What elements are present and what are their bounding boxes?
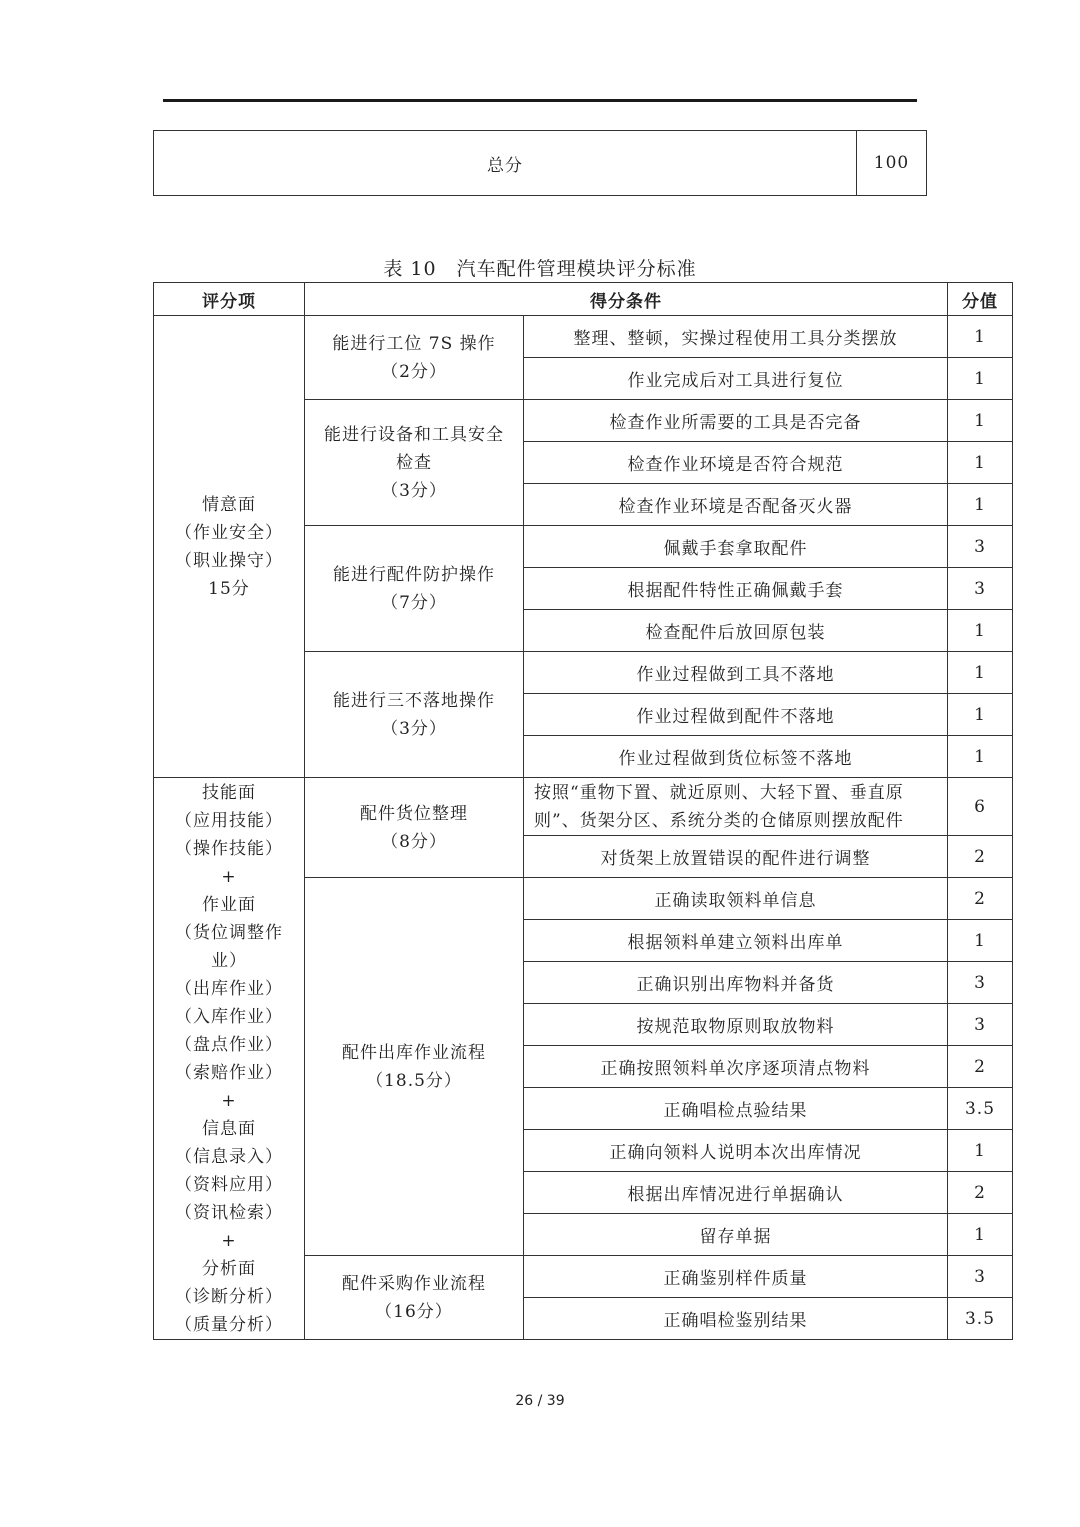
condition-cell: 检查配件后放回原包装	[524, 610, 948, 652]
category-cell-line: （资讯检索）	[175, 1202, 283, 1223]
subitem-cell-line: 配件货位整理	[360, 803, 468, 824]
score-cell: 3	[948, 526, 1013, 568]
header-condition: 得分条件	[305, 283, 948, 316]
category-cell-line: （职业操守）	[175, 550, 283, 571]
condition-cell: 正确识别出库物料并备货	[524, 962, 948, 1004]
total-label: 总分	[154, 131, 857, 196]
score-cell: 2	[948, 1172, 1013, 1214]
score-cell: 3	[948, 1004, 1013, 1046]
condition-cell: 根据出库情况进行单据确认	[524, 1172, 948, 1214]
subitem-cell	[305, 778, 524, 878]
condition-cell: 作业过程做到货位标签不落地	[524, 736, 948, 778]
header-score: 分值	[948, 283, 1013, 316]
category-cell-line: （索赔作业）	[175, 1062, 283, 1083]
condition-cell: 检查作业所需要的工具是否完备	[524, 400, 948, 442]
condition-cell: 正确向领料人说明本次出库情况	[524, 1130, 948, 1172]
condition-cell: 检查作业环境是否符合规范	[524, 442, 948, 484]
subitem-cell-line: 能进行配件防护操作	[333, 564, 495, 585]
condition-cell: 检查作业环境是否配备灭火器	[524, 484, 948, 526]
page-number: 26 / 39	[515, 1393, 565, 1409]
subitem-cell	[305, 1256, 524, 1340]
total-row	[154, 131, 927, 196]
score-cell: 1	[948, 316, 1013, 358]
score-cell: 1	[948, 736, 1013, 778]
subitem-cell-line: （3分）	[381, 480, 447, 501]
table-caption: 表 10 汽车配件管理模块评分标准	[383, 258, 697, 280]
condition-cell: 按规范取物原则取放物料	[524, 1004, 948, 1046]
score-cell: 3	[948, 1256, 1013, 1298]
category-cell-line: 15分	[208, 578, 250, 599]
category-cell-line: 信息面	[202, 1118, 256, 1139]
score-cell: 3.5	[948, 1088, 1013, 1130]
subitem-cell-line: 配件出库作业流程	[342, 1042, 486, 1063]
score-cell: 1	[948, 610, 1013, 652]
subitem-cell-line: （3分）	[381, 718, 447, 739]
table-row	[154, 316, 1013, 358]
condition-cell: 根据领料单建立领料出库单	[524, 920, 948, 962]
subitem-cell-line: 检查	[396, 452, 432, 473]
subitem-cell	[305, 400, 524, 526]
header-item: 评分项	[154, 283, 305, 316]
table-row	[154, 778, 1013, 836]
subitem-cell	[305, 526, 524, 652]
condition-cell: 正确唱检点验结果	[524, 1088, 948, 1130]
score-cell: 3	[948, 568, 1013, 610]
category-cell-line: 技能面	[202, 782, 256, 803]
subitem-cell-line: （8分）	[381, 831, 447, 852]
total-table	[153, 130, 927, 196]
header-rule	[163, 99, 917, 102]
score-cell: 2	[948, 878, 1013, 920]
category-cell-line: +	[221, 1230, 237, 1251]
category-cell-line: （质量分析）	[175, 1314, 283, 1335]
score-cell: 3	[948, 962, 1013, 1004]
category-cell-line: （盘点作业）	[175, 1034, 283, 1055]
score-table	[153, 282, 1013, 1340]
score-cell: 1	[948, 1214, 1013, 1256]
condition-cell: 正确读取领料单信息	[524, 878, 948, 920]
subitem-cell-line: （18.5分）	[366, 1070, 462, 1091]
category-cell-line: （作业安全）	[175, 522, 283, 543]
score-cell: 1	[948, 1130, 1013, 1172]
category-cell-line: +	[221, 866, 237, 887]
score-body	[154, 316, 1013, 1340]
category-cell	[154, 778, 305, 1340]
condition-cell: 留存单据	[524, 1214, 948, 1256]
header-row	[154, 283, 1013, 316]
subitem-cell-line: （2分）	[381, 361, 447, 382]
subitem-cell-line: 能进行三不落地操作	[333, 690, 495, 711]
score-cell: 1	[948, 400, 1013, 442]
condition-cell: 对货架上放置错误的配件进行调整	[524, 836, 948, 878]
condition-cell: 根据配件特性正确佩戴手套	[524, 568, 948, 610]
score-cell: 2	[948, 836, 1013, 878]
category-cell-line: （应用技能）	[175, 810, 283, 831]
score-cell: 2	[948, 1046, 1013, 1088]
subitem-cell-line: 配件采购作业流程	[342, 1273, 486, 1294]
category-cell-line: 分析面	[202, 1258, 256, 1279]
condition-cell: 正确按照领料单次序逐项清点物料	[524, 1046, 948, 1088]
condition-cell: 佩戴手套拿取配件	[524, 526, 948, 568]
condition-cell: 作业过程做到配件不落地	[524, 694, 948, 736]
subitem-cell	[305, 878, 524, 1256]
category-cell-line: （操作技能）	[175, 838, 283, 859]
condition-cell: 作业过程做到工具不落地	[524, 652, 948, 694]
category-cell-line: 作业面	[202, 894, 256, 915]
category-cell-line: （货位调整作	[175, 922, 283, 943]
score-cell: 1	[948, 358, 1013, 400]
condition-line: 按照“重物下置、就近原则、大轻下置、垂直原	[534, 782, 904, 803]
score-cell: 1	[948, 442, 1013, 484]
category-cell-line: （资料应用）	[175, 1174, 283, 1195]
category-cell-line: 情意面	[202, 494, 256, 515]
total-value: 100	[857, 131, 927, 196]
condition-cell	[524, 778, 948, 836]
subitem-cell-line: 能进行工位 7S 操作	[332, 333, 496, 354]
score-cell: 3.5	[948, 1298, 1013, 1340]
condition-cell: 作业完成后对工具进行复位	[524, 358, 948, 400]
subitem-cell	[305, 316, 524, 400]
condition-cell: 正确鉴别样件质量	[524, 1256, 948, 1298]
subitem-cell	[305, 652, 524, 778]
category-cell-line: （诊断分析）	[175, 1286, 283, 1307]
score-cell: 6	[948, 778, 1013, 836]
category-cell-line: +	[221, 1090, 237, 1111]
condition-cell: 整理、整顿，实操过程使用工具分类摆放	[524, 316, 948, 358]
category-cell-line: （出库作业）	[175, 978, 283, 999]
subitem-cell-line: 能进行设备和工具安全	[324, 424, 504, 445]
category-cell-line: （入库作业）	[175, 1006, 283, 1027]
category-cell-line: 业）	[211, 950, 247, 971]
condition-line: 则”、货架分区、系统分类的仓储原则摆放配件	[534, 810, 904, 831]
category-cell	[154, 316, 305, 778]
category-cell-line: （信息录入）	[175, 1146, 283, 1167]
subitem-cell-line: （16分）	[375, 1301, 453, 1322]
score-cell: 1	[948, 694, 1013, 736]
score-cell: 1	[948, 484, 1013, 526]
subitem-cell-line: （7分）	[381, 592, 447, 613]
score-cell: 1	[948, 920, 1013, 962]
score-cell: 1	[948, 652, 1013, 694]
condition-cell: 正确唱检鉴别结果	[524, 1298, 948, 1340]
